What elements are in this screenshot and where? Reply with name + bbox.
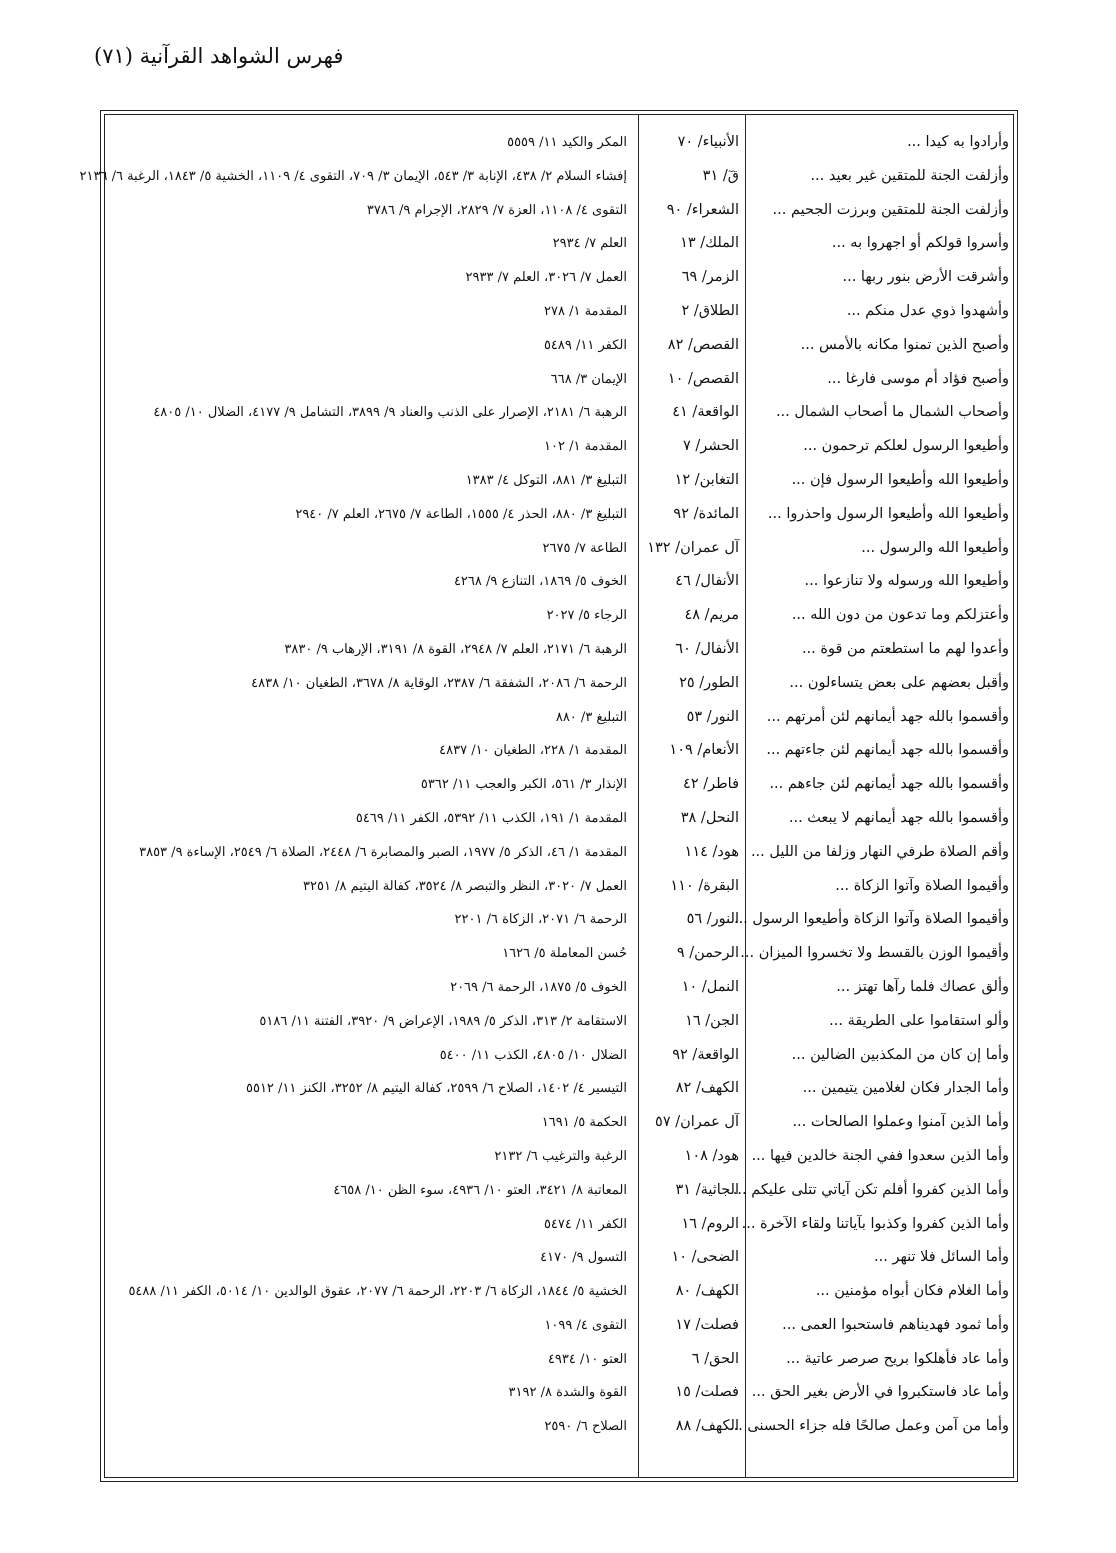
surah-reference: الجن/ ١٦	[685, 1012, 739, 1029]
table-row	[105, 1309, 1013, 1343]
table-row	[105, 1241, 1013, 1275]
table-row	[79, 160, 1013, 194]
verse-text: وأما عاد فاستكبروا في الأرض بغير الحق ...	[751, 1384, 1009, 1401]
topic-references: المقدمة ١/ ٢٧٨	[543, 303, 627, 319]
table-row	[105, 903, 1013, 937]
topic-references: التبليغ ٣/ ٨٨٠، الحذر ٤/ ١٥٥٥، الطاعة ٧/ ٢٦٧٥، العلم ٧/ ٢٩٤٠	[295, 506, 627, 522]
surah-reference: الأنعام/ ١٠٩	[669, 742, 739, 759]
verse-text: وأقيموا الصلاة وآتوا الزكاة ...	[835, 877, 1009, 894]
topic-references: حُسن المعاملة ٥/ ١٦٢٦	[502, 946, 627, 962]
table-row	[105, 329, 1013, 363]
surah-reference: الحشر/ ٧	[682, 438, 739, 455]
topic-references: إفشاء السلام ٢/ ٤٣٨، الإنابة ٣/ ٥٤٣، الإيمان ٣/ ٧٠٩، التقوى ٤/ ١١٠٩، الخشية ٥/ ١٨٤٣، الرغبة ٦/ ٢١٣٦	[79, 168, 627, 184]
surah-reference: الروم/ ١٦	[681, 1215, 739, 1232]
topic-references: الطاعة ٧/ ٢٦٧٥	[542, 540, 627, 556]
surah-reference: هود/ ١١٤	[684, 843, 739, 860]
surah-reference: الكهف/ ٨٨	[675, 1418, 739, 1435]
table-row	[105, 430, 1013, 464]
topic-references: الرحمة ٦/ ٢٠٧١، الزكاة ٦/ ٢٢٠١	[454, 912, 627, 928]
verse-text: وأعدوا لهم ما استطعتم من قوة ...	[801, 640, 1009, 657]
surah-reference: آل عمران/ ١٣٢	[647, 539, 739, 556]
verse-text: وأقسموا بالله جهد أيمانهم لئن جاءتهم ...	[766, 742, 1009, 759]
table-row	[105, 1140, 1013, 1174]
topic-references: التسول ٩/ ٤١٧٠	[540, 1250, 627, 1266]
surah-reference: الملك/ ١٣	[680, 235, 739, 252]
table-row	[105, 1208, 1013, 1242]
topic-references: التقوى ٤/ ١١٠٨، العزة ٧/ ٢٨٢٩، الإجرام ٩/ ٣٧٨٦	[366, 202, 627, 218]
topic-references: الخشية ٥/ ١٨٤٤، الزكاة ٦/ ٢٢٠٣، الرحمة ٦/ ٢٠٧٧، عقوق الوالدين ١٠/ ٥٠١٤، الكفر ١١/ ٥٤٨٨	[128, 1284, 627, 1300]
surah-reference: فاطر/ ٤٢	[683, 776, 739, 793]
surah-reference: الأنفال/ ٤٦	[675, 573, 739, 590]
surah-reference: القصص/ ١٠	[667, 370, 739, 387]
surah-reference: النمل/ ١٠	[681, 978, 739, 995]
table-row	[105, 363, 1013, 397]
verse-text: وأطيعوا الله ورسوله ولا تنازعوا ...	[804, 573, 1009, 590]
table-row	[105, 1039, 1013, 1073]
table-row	[105, 396, 1013, 430]
table-row	[105, 870, 1013, 904]
table-row	[105, 1275, 1013, 1309]
table-row	[105, 464, 1013, 498]
topic-references: الرحمة ٦/ ٢٠٨٦، الشفقة ٦/ ٢٣٨٧، الوقاية ٨/ ٣٦٧٨، الطغيان ١٠/ ٤٨٣٨	[251, 675, 627, 691]
verse-text: وأرادوا به كيدا ...	[907, 134, 1009, 150]
verse-text: وأقيموا الوزن بالقسط ولا تخسروا الميزان ...	[740, 945, 1009, 962]
table-row	[105, 1343, 1013, 1377]
topic-references: الصلاح ٦/ ٢٥٩٠	[544, 1419, 627, 1435]
topic-references: القوة والشدة ٨/ ٣١٩٢	[508, 1385, 627, 1401]
topic-references: العمل ٧/ ٣٠٢٦، العلم ٧/ ٢٩٣٣	[465, 270, 627, 286]
surah-reference: الطلاق/ ٢	[681, 302, 739, 319]
surah-reference: الكهف/ ٨٠	[675, 1283, 739, 1300]
table-row	[105, 498, 1013, 532]
verse-text: وأقسموا بالله جهد أيمانهم لئن جاءهم ...	[769, 776, 1009, 793]
verse-text: وأطيعوا الله وأطيعوا الرسول فإن ...	[791, 471, 1009, 488]
table-row	[105, 565, 1013, 599]
verse-text: وأطيعوا الله وأطيعوا الرسول واحذروا ...	[767, 505, 1009, 522]
surah-reference: مريم/ ٤٨	[684, 607, 739, 624]
verse-text: وأما الذين كفروا وكذبوا بآياتنا ولقاء الآخرة ...	[741, 1215, 1009, 1232]
surah-reference: الواقعة/ ٩٢	[672, 1046, 739, 1063]
verse-text: وأما الذين آمنوا وعملوا الصالحات ...	[792, 1114, 1009, 1131]
table-row	[105, 1174, 1013, 1208]
topic-references: المكر والكيد ١١/ ٥٥٥٩	[507, 135, 627, 150]
surah-reference: الطور/ ٢٥	[679, 674, 739, 691]
verse-text: وأقيموا الصلاة وآتوا الزكاة وأطيعوا الرسول ...	[733, 911, 1009, 928]
verse-text: وأما الغلام فكان أبواه مؤمنين ...	[815, 1283, 1009, 1300]
topic-references: الضلال ١٠/ ٤٨٠٥، الكذب ١١/ ٥٤٠٠	[439, 1047, 627, 1063]
table-row	[105, 227, 1013, 261]
topic-references: الخوف ٥/ ١٨٧٥، الرحمة ٦/ ٢٠٦٩	[450, 979, 627, 995]
index-table	[79, 110, 1018, 1482]
surah-reference: هود/ ١٠٨	[684, 1147, 739, 1164]
table-row	[105, 1376, 1013, 1410]
surah-reference: قٓ/ ٣١	[702, 167, 739, 184]
table-row	[105, 261, 1013, 295]
table-row	[105, 971, 1013, 1005]
surah-reference: الكهف/ ٨٢	[675, 1080, 739, 1097]
surah-reference: فصلت/ ١٧	[675, 1316, 739, 1333]
table-row	[105, 667, 1013, 701]
table-row	[105, 1005, 1013, 1039]
topic-references: العلم ٧/ ٢٩٣٤	[552, 236, 627, 252]
verse-text: وأصبح الذين تمنوا مكانه بالأمس ...	[800, 336, 1009, 353]
verse-text: وأما السائل فلا تنهر ...	[874, 1249, 1009, 1266]
topic-references: الرهبة ٦/ ٢١٨١، الإصرار على الذنب والعناد ٩/ ٣٨٩٩، التشامل ٩/ ٤١٧٧، الضلال ١٠/ ٤٨٠٥	[153, 405, 627, 421]
surah-reference: الأنفال/ ٦٠	[675, 640, 739, 657]
surah-reference: القصص/ ٨٢	[667, 336, 739, 353]
surah-reference: الضحى/ ١٠	[671, 1249, 739, 1266]
topic-references: الحكمة ٥/ ١٦٩١	[541, 1115, 627, 1131]
topic-references: الخوف ٥/ ١٨٦٩، التنازع ٩/ ٤٢٦٨	[453, 574, 627, 590]
verse-text: وأقسموا بالله جهد أيمانهم لا يبعث ...	[788, 809, 1009, 826]
table-row	[105, 1410, 1013, 1444]
table-body	[79, 126, 1013, 1444]
topic-references: الرجاء ٥/ ٢٠٢٧	[546, 608, 627, 624]
topic-references: الاستقامة ٢/ ٣١٣، الذكر ٥/ ١٩٨٩، الإعراض ٩/ ٣٩٢٠، الفتنة ١١/ ٥١٨٦	[259, 1013, 627, 1029]
verse-text: وأشهدوا ذوي عدل منكم ...	[846, 302, 1009, 319]
verse-text: وأما إن كان من المكذبين الضالين ...	[791, 1046, 1009, 1063]
verse-text: وأقسموا بالله جهد أيمانهم لئن أمرتهم ...	[766, 708, 1009, 725]
verse-text: وأما الذين سعدوا ففي الجنة خالدين فيها ...	[751, 1147, 1009, 1164]
table-row	[105, 633, 1013, 667]
verse-text: وأصبح فؤاد أم موسى فارغا ...	[827, 370, 1009, 387]
surah-reference: النور/ ٥٣	[686, 708, 739, 725]
topic-references: الإنذار ٣/ ٥٦١، الكبر والعجب ١١/ ٥٣٦٢	[420, 777, 627, 793]
verse-text: وأما عاد فأهلكوا بريح صرصر عاتية ...	[786, 1350, 1009, 1367]
table-row	[105, 194, 1013, 228]
verse-text: وأما من آمن وعمل صالحًا فله جزاء الحسنى ...	[728, 1418, 1009, 1435]
index-table-inner-border	[79, 114, 1014, 1478]
surah-reference: الزمر/ ٦٩	[681, 269, 739, 286]
surah-reference: النحل/ ٣٨	[680, 809, 739, 826]
topic-references: الرهبة ٦/ ٢١٧١، العلم ٧/ ٢٩٤٨، القوة ٨/ ٣١٩١، الإرهاب ٩/ ٣٨٣٠	[284, 641, 627, 657]
table-row	[105, 295, 1013, 329]
surah-reference: المائدة/ ٩٢	[673, 505, 739, 522]
table-row	[105, 836, 1013, 870]
verse-text: وأشرقت الأرض بنور ربها ...	[842, 269, 1009, 286]
verse-text: وأعتزلكم وما تدعون من دون الله ...	[791, 607, 1009, 624]
verse-text: وأطيعوا الرسول لعلكم ترحمون ...	[803, 438, 1009, 455]
verse-text: وأما الذين كفروا أفلم تكن آياتي تتلى عليكم ...	[732, 1181, 1009, 1198]
surah-reference: الشعراء/ ٩٠	[666, 201, 739, 218]
surah-reference: فصلت/ ١٥	[675, 1384, 739, 1401]
topic-references: الكفر ١١/ ٥٤٨٩	[543, 337, 627, 353]
surah-reference: البقرة/ ١١٠	[670, 877, 739, 894]
topic-references: المعاتبة ٨/ ٣٤٢١، العتو ١٠/ ٤٩٣٦، سوء الظن ١٠/ ٤٦٥٨	[333, 1182, 627, 1198]
verse-text: وأما الجدار فكان لغلامين يتيمين ...	[802, 1080, 1009, 1097]
table-row	[105, 734, 1013, 768]
surah-reference: الرحمن/ ٩	[676, 945, 739, 962]
surah-reference: الأنبياء/ ٧٠	[677, 134, 739, 150]
verse-text: وألو استقاموا على الطريقة ...	[829, 1012, 1009, 1029]
topic-references: المقدمة ١/ ٤٦، الذكر ٥/ ١٩٧٧، الصبر والمصابرة ٦/ ٢٤٤٨، الصلاة ٦/ ٢٥٤٩، الإساءة ٩/ ٣٨٥٣	[139, 844, 627, 860]
verse-text: وأصحاب الشمال ما أصحاب الشمال ...	[775, 404, 1009, 421]
table-row	[105, 1106, 1013, 1140]
topic-references: التيسير ٤/ ١٤٠٢، الصلاح ٦/ ٢٥٩٩، كفالة اليتيم ٨/ ٣٢٥٢، الكنز ١١/ ٥٥١٢	[245, 1081, 627, 1097]
surah-reference: آل عمران/ ٥٧	[655, 1114, 739, 1131]
table-row	[105, 126, 1013, 160]
surah-reference: التغابن/ ١٢	[674, 471, 739, 488]
topic-references: الكفر ١١/ ٥٤٧٤	[543, 1216, 627, 1232]
table-row	[105, 532, 1013, 566]
topic-references: الرغبة والترغيب ٦/ ٢١٣٢	[494, 1148, 627, 1164]
verse-text: وأزلفت الجنة للمتقين وبرزت الجحيم ...	[772, 201, 1009, 218]
verse-text: وأقبل بعضهم على بعض يتساءلون ...	[789, 674, 1009, 691]
table-row	[105, 1072, 1013, 1106]
topic-references: العتو ١٠/ ٤٩٣٤	[547, 1351, 627, 1367]
page-header: فهرس الشواهد القرآنية (٧١)	[94, 44, 344, 68]
topic-references: المقدمة ١/ ٢٢٨، الطغيان ١٠/ ٤٨٣٧	[439, 743, 627, 759]
table-row	[105, 937, 1013, 971]
topic-references: التبليغ ٣/ ٨٨٠	[555, 709, 627, 725]
table-row	[105, 802, 1013, 836]
topic-references: التبليغ ٣/ ٨٨١، التوكل ٤/ ١٣٨٣	[465, 472, 627, 488]
topic-references: المقدمة ١/ ١٠٢	[543, 439, 627, 455]
table-row	[105, 701, 1013, 735]
topic-references: العمل ٧/ ٣٠٢٠، النظر والتبصر ٨/ ٣٥٢٤، كفالة اليتيم ٨/ ٣٢٥١	[303, 878, 627, 894]
topic-references: الإيمان ٣/ ٦٦٨	[550, 371, 627, 387]
topic-references: التقوى ٤/ ١٠٩٩	[544, 1317, 627, 1333]
verse-text: وأقم الصلاة طرفي النهار وزلفا من الليل ...	[750, 843, 1009, 860]
table-row	[105, 599, 1013, 633]
surah-reference: الواقعة/ ٤١	[672, 404, 739, 421]
surah-reference: النور/ ٥٦	[686, 911, 739, 928]
verse-text: وأسروا قولكم أو اجهروا به ...	[831, 235, 1009, 252]
surah-reference: الحق/ ٦	[691, 1350, 739, 1367]
verse-text: وأما ثمود فهديناهم فاستحبوا العمى ...	[782, 1316, 1009, 1333]
verse-text: وأزلفت الجنة للمتقين غير بعيد ...	[810, 167, 1009, 184]
topic-references: المقدمة ١/ ١٩١، الكذب ١١/ ٥٣٩٢، الكفر ١١/ ٥٤٦٩	[355, 810, 627, 826]
verse-text: وأطيعوا الله والرسول ...	[861, 539, 1009, 556]
surah-reference: الجاثية/ ٣١	[675, 1181, 739, 1198]
table-row	[105, 768, 1013, 802]
verse-text: وألق عصاك فلما رآها تهتز ...	[836, 978, 1009, 995]
